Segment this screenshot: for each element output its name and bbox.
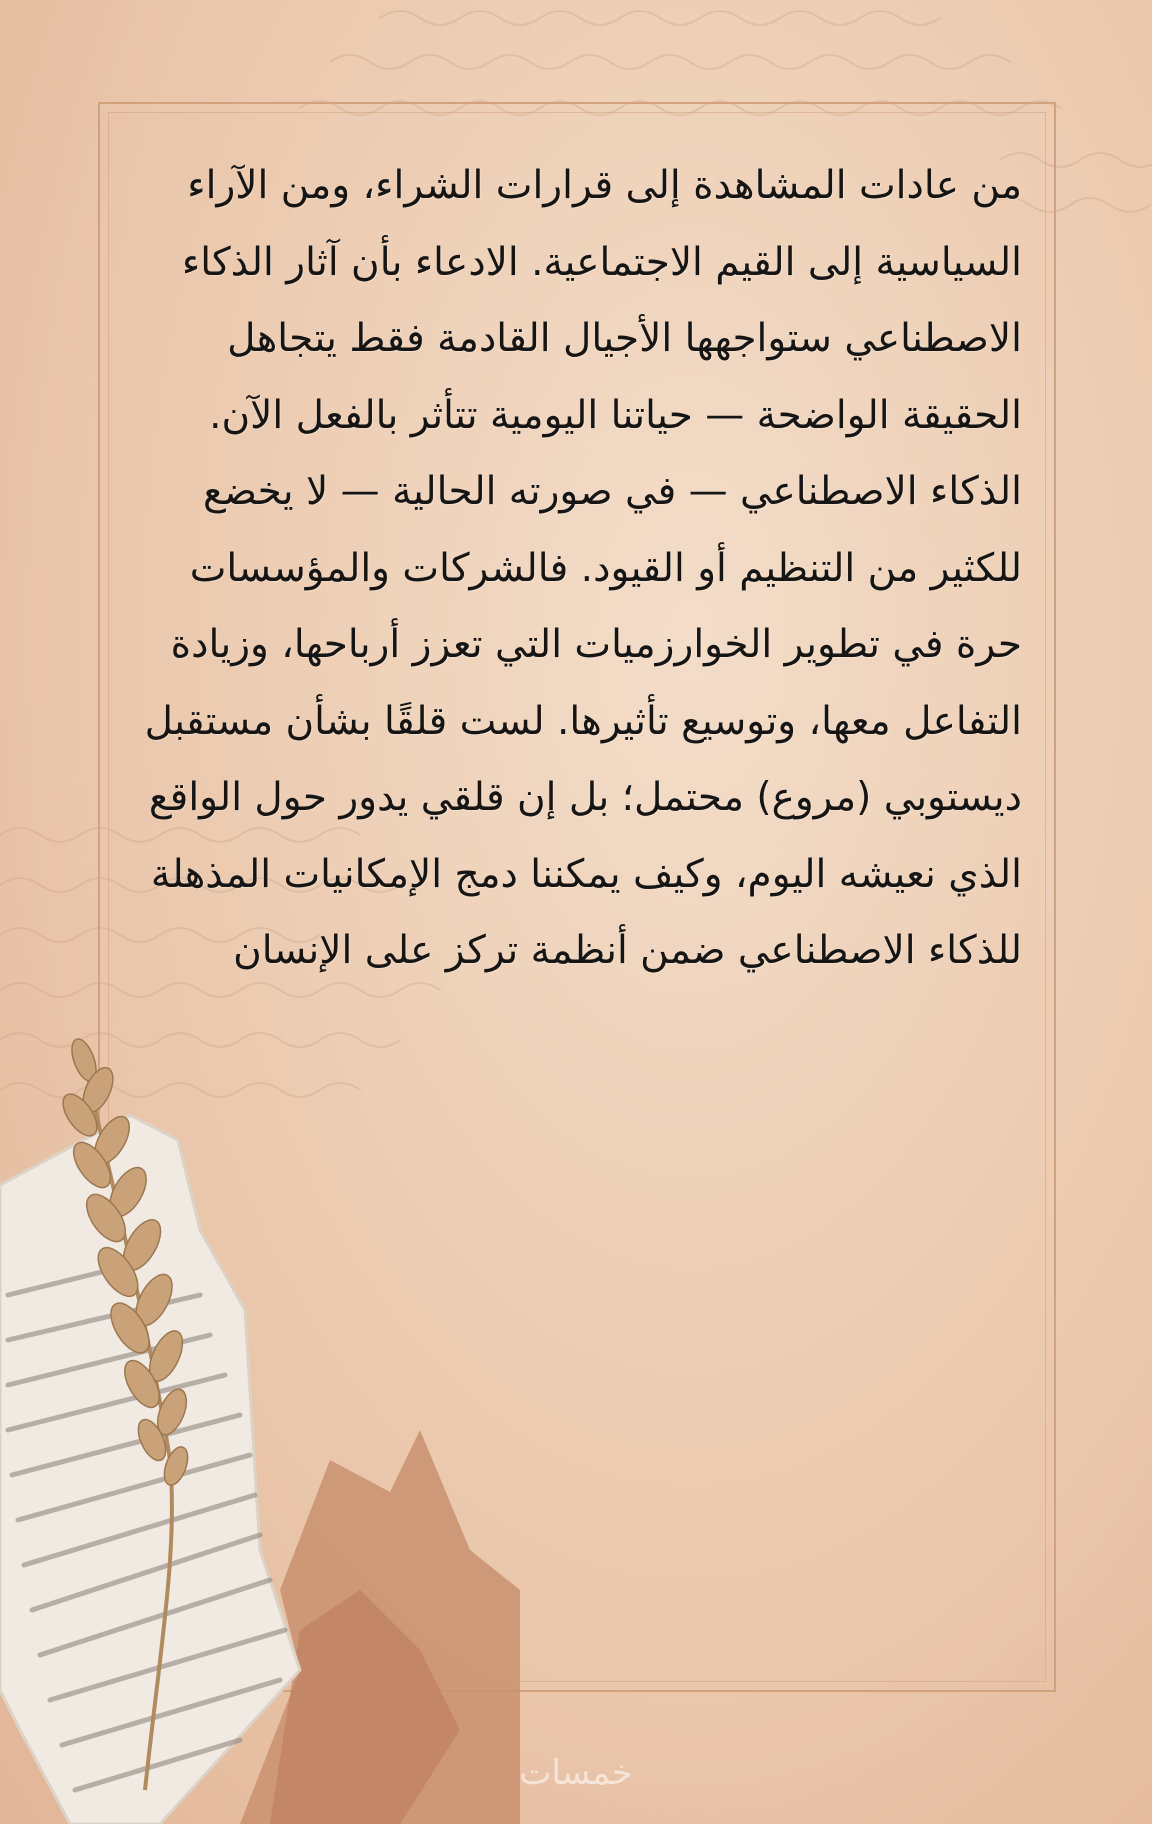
- watermark-text: خمسات: [519, 1753, 633, 1793]
- body-paragraph: من عادات المشاهدة إلى قرارات الشراء، ومن الآراء السياسية إلى القيم الاجتماعية. الادعاء بأن آثار الذكاء الاصطناعي ستواجهها الأجيال القادمة فقط يتجاهل الحقيقة الواضحة — حياتنا اليومية تتأثر بالفعل الآن. الذكاء الاصطناعي — في صورته الحالية — لا يخضع للكثير من التنظيم أو القيود. فالشركات والمؤسسات حرة في تطوير الخوارزميات التي تعزز أرباحها، وزيادة التفاعل معها، وتوسيع تأثيرها. لست قلقًا بشأن مستقبل ديستوبي (مروع) محتمل؛ بل إن قلقي يدور حول الواقع الذي نعيشه اليوم، وكيف يمكننا دمج الإمكانيات المذهلة للذكاء الاصطناعي ضمن أنظمة تركز على الإنسان: [144, 163, 1022, 973]
- dried-wheat-torn-paper-illustration: [0, 1030, 520, 1824]
